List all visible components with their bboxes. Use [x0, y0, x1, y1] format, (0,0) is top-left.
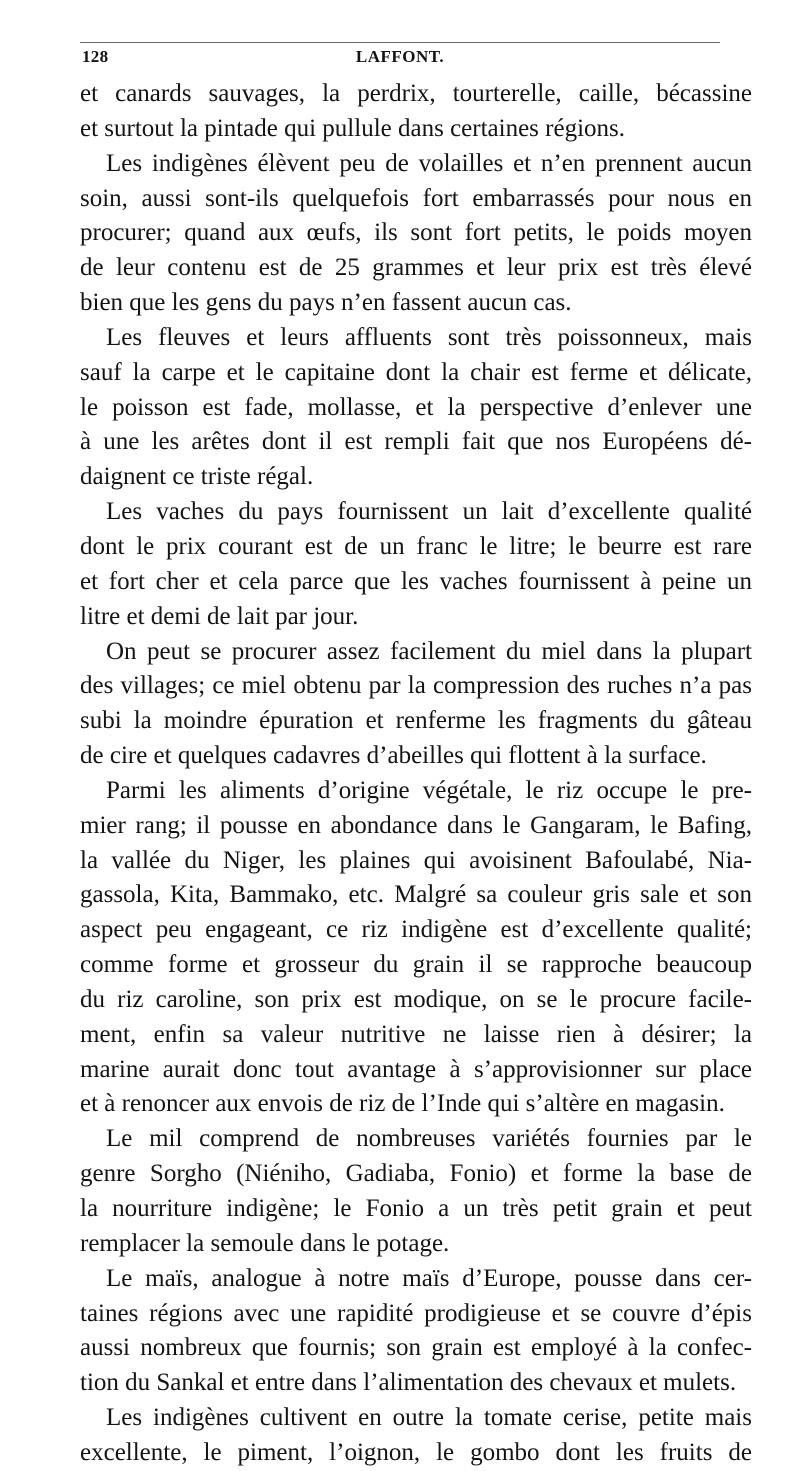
text-line: Les indigènes élèvent peu de volailles et n’en prennent aucun: [106, 149, 752, 177]
text-line: Le mil comprend de nombreuses variétés fournies par le: [106, 1125, 752, 1153]
text-line: et fort cher et cela parce que les vaches fournissent à peine un: [80, 567, 752, 595]
text-line: tion du Sankal et entre dans l’alimentation des chevaux et mulets.: [80, 1369, 737, 1397]
text-line: mier rang; il pousse en abondance dans le Gangaram, le Bafing,: [80, 811, 752, 839]
text-line: du riz caroline, son prix est modique, on se le procure facile-: [80, 985, 752, 1013]
text-line: aspect peu engageant, ce riz indigène est d’excellente qualité;: [80, 916, 752, 944]
text-line: litre et demi de lait par jour.: [80, 602, 359, 630]
text-line: daignent ce triste régal.: [80, 463, 314, 491]
text-line: gassola, Kita, Bammako, etc. Malgré sa couleur gris sale et son: [80, 881, 752, 909]
text-line: et canards sauvages, la perdrix, tourterelle, caille, bécassine: [80, 80, 752, 107]
text-line: aussi nombreux que fournis; son grain est employé à la confec-: [80, 1334, 752, 1362]
body-text: [80, 77, 752, 1471]
text-line: genre Sorgho (Niéniho, Gadiaba, Fonio) et forme la base de: [80, 1160, 752, 1188]
text-line: des villages; ce miel obtenu par la compression des ruches n’a pas: [80, 672, 752, 700]
text-line: et à renoncer aux envois de riz de l’Inde qui s’altère en magasin.: [80, 1090, 725, 1118]
text-line: taines régions avec une rapidité prodigieuse et se couvre d’épis: [80, 1299, 752, 1327]
text-line: Les fleuves et leurs affluents sont très poissonneux, mais: [106, 323, 752, 351]
text-line: marine aurait donc tout avantage à s’approvisionner sur place: [80, 1055, 752, 1083]
text-line: de leur contenu est de 25 grammes et leur prix est très élevé: [80, 254, 752, 282]
text-line: de cire et quelques cadavres d’abeilles qui flottent à la surface.: [80, 742, 707, 770]
text-line: et surtout la pintade qui pullule dans certaines régions.: [80, 114, 625, 142]
header-rule: [80, 42, 720, 43]
text-line: excellente, le piment, l’oignon, le gombo dont les fruits de: [80, 1438, 752, 1466]
text-line: procurer; quand aux œufs, ils sont fort petits, le poids moyen: [80, 219, 752, 247]
text-line: à une les arêtes dont il est rempli fait que nos Européens dé-: [80, 428, 752, 456]
text-line: sauf la carpe et le capitaine dont la chair est ferme et délicate,: [80, 358, 752, 386]
text-line: Le maïs, analogue à notre maïs d’Europe, pousse dans cer-: [106, 1264, 752, 1292]
text-line: comme forme et grosseur du grain il se rapproche beaucoup: [80, 951, 752, 979]
text-line: dont le prix courant est de un franc le litre; le beurre est rare: [80, 532, 752, 560]
running-head: LAFFONT.: [355, 47, 445, 66]
text-line: la nourriture indigène; le Fonio a un très petit grain et peut: [80, 1195, 752, 1222]
text-line: Parmi les aliments d’origine végétale, le riz occupe le pre-: [106, 776, 752, 804]
text-line: la vallée du Niger, les plaines qui avoisinent Bafoulabé, Nia-: [80, 846, 752, 874]
text-line: Les indigènes cultivent en outre la tomate cerise, petite mais: [106, 1404, 752, 1432]
text-line: le poisson est fade, mollasse, et la perspective d’enlever une: [80, 393, 752, 421]
text-line: subi la moindre épuration et renferme les fragments du gâteau: [80, 707, 752, 735]
text-line: On peut se procurer assez facilement du miel dans la plupart: [106, 637, 752, 665]
text-line: soin, aussi sont-ils quelquefois fort embarrassés pour nous en: [80, 184, 752, 212]
text-line: bien que les gens du pays n’en fassent aucun cas.: [80, 289, 572, 317]
text-line: Les vaches du pays fournissent un lait d’excellente qualité: [106, 498, 752, 526]
page-number: 128: [82, 47, 109, 66]
text-line: remplacer la semoule dans le potage.: [80, 1229, 450, 1257]
text-line: ment, enfin sa valeur nutritive ne laisse rien à désirer; la: [80, 1020, 752, 1048]
